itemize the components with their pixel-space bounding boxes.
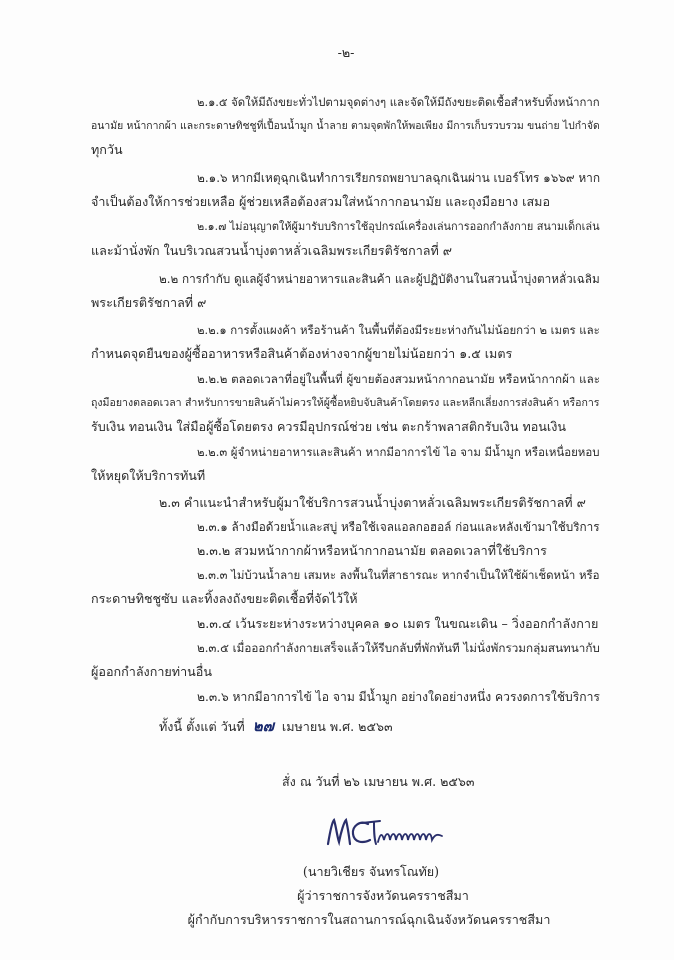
item-2-3-3-line-1: ๒.๓.๓ ไม่บ้วนน้ำลาย เสมหะ ลงพื้นในที่สาธารณะ หากจำเป็นให้ใช้ผ้าเช็ดหน้า หรือ	[197, 568, 600, 582]
item-2-1-5-line-1: ๒.๑.๕ จัดให้มีถังขยะทั่วไปตามจุดต่างๆ และจัดให้มีถังขยะติดเชื้อสำหรับทิ้งหน้ากาก	[197, 95, 600, 109]
item-2-2-2-line-1: ๒.๒.๒ ตลอดเวลาที่อยู่ในพื้นที่ ผู้ขายต้องสวมหน้ากากอนามัย หรือหน้ากากผ้า และ	[197, 372, 600, 386]
item-2-3-2: ๒.๓.๒ สวมหน้ากากผ้าหรือหน้ากากอนามัย ตลอดเวลาที่ใช้บริการ	[197, 543, 547, 558]
item-2-1-6-line-1: ๒.๑.๖ หากมีเหตุฉุกเฉินทำการเรียกรถพยาบาลฉุกเฉินผ่าน เบอร์โทร ๑๖๖๙ หาก	[197, 171, 601, 185]
signer-role: ผู้กำกับการบริหารราชการในสถานการณ์ฉุกเฉินจังหวัดนครราชสีมา	[187, 912, 551, 927]
signer-position: ผู้ว่าราชการจังหวัดนครราชสีมา	[297, 888, 469, 903]
item-2-1-6-line-2: จำเป็นต้องให้การช่วยเหลือ ผู้ช่วยเหลือต้องสวมใส่หน้ากากอนามัย และถุงมือยาง เสมอ	[91, 194, 551, 209]
section-2-2-line-2: พระเกียรติรัชกาลที่ ๙	[91, 295, 207, 310]
signature-image	[322, 814, 452, 850]
ordered-date: สั่ง ณ วันที่ ๒๖ เมษายน พ.ศ. ๒๕๖๓	[282, 774, 475, 789]
item-2-2-2-line-2: ถุงมือยางตลอดเวลา สำหรับการขายสินค้าไม่ควรให้ผู้ซื้อหยิบจับสินค้าโดยตรง และหลีกเลี่ยงการส่งสินค้า หรือการ	[91, 397, 600, 409]
item-2-1-7-line-1: ๒.๑.๗ ไม่อนุญาตให้ผู้มารับบริการใช้อุปกรณ์เครื่องเล่นการออกกำลังกาย สนามเด็กเล่น	[197, 220, 600, 233]
item-2-1-5-line-3: ทุกวัน	[91, 142, 123, 157]
effective-suffix: เมษายน พ.ศ. ๒๕๖๓	[281, 719, 393, 734]
item-2-2-1-line-1: ๒.๒.๑ การตั้งแผงค้า หรือร้านค้า ในพื้นที่ต้องมีระยะห่างกันไม่น้อยกว่า ๒ เมตร และ	[197, 323, 600, 337]
section-2-3-heading: ๒.๓ คำแนะนำสำหรับผู้มาใช้บริการสวนน้ำบุ่งตาหลั่วเฉลิมพระเกียรติรัชกาลที่ ๙	[159, 495, 586, 510]
item-2-1-5-line-2: อนามัย หน้ากากผ้า และกระดาษทิชชูที่เปื้อนน้ำมูก น้ำลาย ตามจุดพักให้พอเพียง มีการเก็บรวบรวม ขนถ่าย ไปกำจัด	[91, 120, 600, 132]
item-2-2-3-line-2: ให้หยุดให้บริการทันที	[91, 468, 206, 483]
effective-prefix: ทั้งนี้ ตั้งแต่ วันที่	[159, 719, 245, 734]
effective-date	[159, 717, 393, 736]
item-2-2-1-line-2: กำหนดจุดยืนของผู้ซื้ออาหารหรือสินค้าต้องห่างจากผู้ขายไม่น้อยกว่า ๑.๕ เมตร	[91, 346, 513, 361]
item-2-1-7-line-2: และม้านั่งพัก ในบริเวณสวนน้ำบุ่งตาหลั่วเฉลิมพระเกียรติรัชกาลที่ ๙	[91, 243, 453, 258]
item-2-3-3-line-2: กระดาษทิชชูซับ และทิ้งลงถังขยะติดเชื้อที่จัดไว้ให้	[91, 591, 358, 606]
item-2-3-5-line-1: ๒.๓.๕ เมื่อออกกำลังกายเสร็จแล้วให้รีบกลับที่พักทันที ไม่นั่งพักรวมกลุ่มสนทนากับ	[197, 641, 600, 655]
signer-name: (นายวิเชียร จันทรโณทัย)	[302, 864, 440, 879]
item-2-3-1: ๒.๓.๑ ล้างมือด้วยน้ำและสบู่ หรือใช้เจลแอลกอฮอล์ ก่อนและหลังเข้ามาใช้บริการ	[197, 520, 600, 534]
item-2-3-4: ๒.๓.๔ เว้นระยะห่างระหว่างบุคคล ๑๐ เมตร ในขณะเดิน – วิ่งออกกำลังกาย	[197, 616, 599, 631]
page-number: -๒-	[337, 45, 355, 60]
item-2-3-6: ๒.๓.๖ หากมีอาการไข้ ไอ จาม มีน้ำมูก อย่างใดอย่างหนึ่ง ควรงดการใช้บริการ	[197, 690, 600, 704]
item-2-2-2-line-3: รับเงิน ทอนเงิน ใส่มือผู้ซื้อโดยตรง ควรมีอุปกรณ์ช่วย เช่น ตะกร้าพลาสติกรับเงิน ทอนเงิน	[91, 419, 566, 434]
item-2-3-5-line-2: ผู้ออกกำลังกายท่านอื่น	[91, 664, 212, 679]
item-2-2-3-line-1: ๒.๒.๓ ผู้จำหน่ายอาหารและสินค้า หากมีอาการไข้ ไอ จาม มีน้ำมูก หรือเหนื่อยหอบ	[197, 445, 600, 459]
section-2-2-line-1: ๒.๒ การกำกับ ดูแลผู้จำหน่ายอาหารและสินค้า และผู้ปฏิบัติงานในสวนน้ำบุ่งตาหลั่วเฉลิม	[159, 272, 600, 286]
effective-day-handwritten: ๒๗	[252, 717, 274, 735]
